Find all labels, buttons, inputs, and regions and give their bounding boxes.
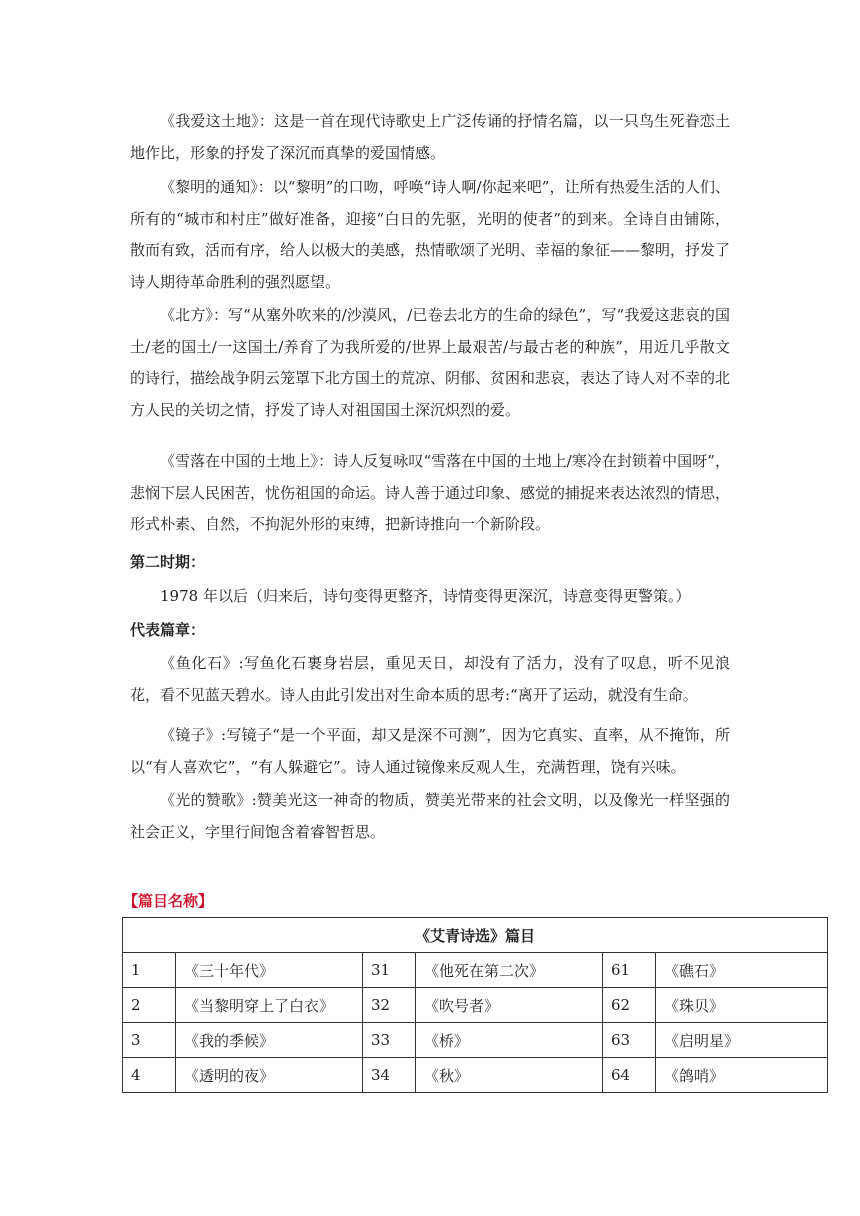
table-caption: 《艾青诗选》篇目 [123, 918, 828, 953]
table-cell: 《鸽哨》 [656, 1058, 828, 1093]
table-cell: 《秋》 [416, 1058, 603, 1093]
table-cell: 《他死在第二次》 [416, 953, 603, 988]
table-cell: 1 [123, 953, 176, 988]
table-row [123, 953, 828, 988]
paragraph-wo-ai-zhe-tudi: 《我爱这土地》：这是一首在现代诗歌史上广泛传诵的抒情名篇，以一只鸟生死眷恋土地作比，形象的抒发了深沉而真挚的爱国情感。 [130, 112, 730, 162]
table-cell: 《礁石》 [656, 953, 828, 988]
table-cell: 《珠贝》 [656, 988, 828, 1023]
table-cell: 31 [363, 953, 416, 988]
section-title: 【篇目名称】 [123, 892, 214, 910]
table-cell: 64 [603, 1058, 656, 1093]
paragraph-liming-de-tongzhi: 《黎明的通知》：以“黎明”的口吻，呼唤“诗人啊/你起来吧”，让所有热爱生活的人们、所有的“城市和村庄”做好准备，迎接“白日的先驱，光明的使者”的到来。全诗自由铺陈，散而有致，活而有序，给人以极大的美感，热情歌颂了光明、幸福的象征——黎明，抒发了诗人期待革命胜利的强烈愿望。 [130, 178, 731, 291]
table-cell: 2 [123, 988, 176, 1023]
heading-second-period: 第二时期： [130, 553, 206, 571]
poem-list-table [122, 917, 828, 1093]
table-row [123, 1023, 828, 1058]
table-row [123, 1058, 828, 1093]
table-caption-row [123, 918, 828, 953]
table-cell: 《透明的夜》 [176, 1058, 363, 1093]
table-cell: 《桥》 [416, 1023, 603, 1058]
table-cell: 3 [123, 1023, 176, 1058]
table-cell: 32 [363, 988, 416, 1023]
table-cell: 33 [363, 1023, 416, 1058]
paragraph-yu-huashi: 《鱼化石》:写鱼化石裹身岩层，重见天日，却没有了活力，没有了叹息，听不见浪花，看不见蓝天碧水。诗人由此引发出对生命本质的思考:“离开了运动，就没有生命。 [130, 654, 730, 704]
table-cell: 《三十年代》 [176, 953, 363, 988]
table-cell: 62 [603, 988, 656, 1023]
table-cell: 4 [123, 1058, 176, 1093]
table-cell: 34 [363, 1058, 416, 1093]
paragraph-guang-de-zange: 《光的赞歌》:赞美光这一神奇的物质，赞美光带来的社会文明，以及像光一样坚强的社会正义，字里行间饱含着睿智哲思。 [130, 791, 730, 841]
period2-description: 1978 年以后（归来后，诗句变得更整齐，诗情变得更深沉，诗意变得更警策。） [160, 587, 691, 605]
paragraph-beifang: 《北方》：写“从塞外吹来的/沙漠风，/已卷去北方的生命的绿色”，写“我爱这悲哀的国土/老的国土/一这国土/养育了为我所爱的/世界上最艰苦/与最古老的种族”，用近几乎散文的诗行，描绘战争阴云笼罩下北方国土的荒凉、阴郁、贫困和悲哀，表达了诗人对不幸的北方人民的关切之情，抒发了诗人对祖国国土深沉炽烈的爱。 [130, 306, 731, 419]
table-cell: 《当黎明穿上了白衣》 [176, 988, 363, 1023]
table-row [123, 988, 828, 1023]
table-cell: 《启明星》 [656, 1023, 828, 1058]
table-cell: 《我的季候》 [176, 1023, 363, 1058]
paragraph-jingzi: 《镜子》:写镜子“是一个平面，却又是深不可测”，因为它真实、直率，从不掩饰，所以“有人喜欢它”，“有人躲避它”。诗人通过镜像来反观人生，充满哲理，饶有兴味。 [130, 726, 730, 776]
heading-representative-works: 代表篇章： [130, 621, 206, 639]
paragraph-xue-luo-zai-zhongguo: 《雪落在中国的土地上》：诗人反复咏叹“雪落在中国的土地上/寒冷在封锁着中国呀”，悲悯下层人民困苦，忧伤祖国的命运。诗人善于通过印象、感觉的捕捉来表达浓烈的情思，形式朴素、自然，不拘泥外形的束缚，把新诗推向一个新阶段。 [130, 452, 731, 533]
table-cell: 63 [603, 1023, 656, 1058]
table-cell: 《吹号者》 [416, 988, 603, 1023]
table-cell: 61 [603, 953, 656, 988]
